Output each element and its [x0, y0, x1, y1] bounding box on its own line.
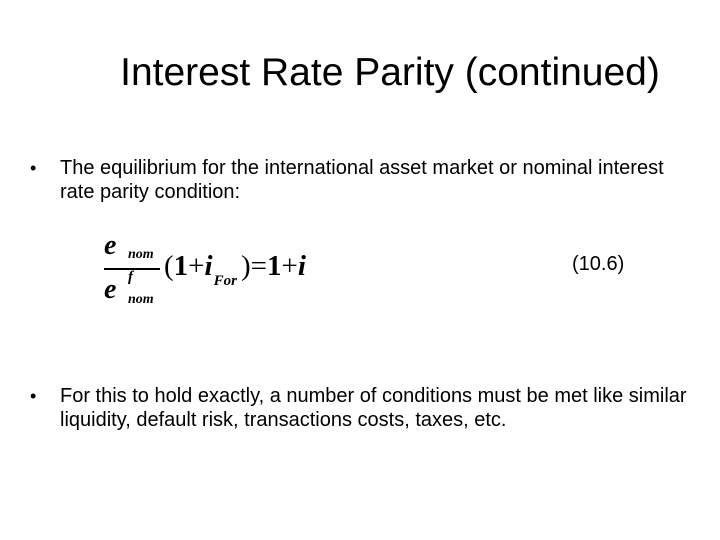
one-term: 1: [266, 250, 282, 282]
plus-sign: +: [281, 250, 298, 282]
open-paren: (: [164, 250, 174, 282]
bullet-item: [30, 156, 690, 208]
slide-title: Interest Rate Parity (continued): [120, 51, 660, 94]
foreign-rate-symbol: i: [204, 250, 213, 282]
close-paren: ): [240, 250, 251, 282]
equals-sign: =: [250, 250, 267, 282]
denominator-superscript: f: [128, 269, 133, 285]
numerator-symbol: e: [104, 230, 117, 261]
numerator-subscript: nom: [128, 247, 154, 262]
one-term: 1: [173, 250, 189, 282]
denominator-subscript: nom: [128, 292, 154, 307]
equation-number: (10.6): [572, 253, 625, 275]
bullet-text: The equilibrium for the international asset market or nominal interest rate parity condition:: [60, 157, 664, 203]
domestic-rate-symbol: i: [297, 250, 306, 282]
exchange-rate-fraction: [104, 230, 166, 308]
bullet-icon: •: [30, 386, 37, 406]
bullet-item: [30, 384, 690, 436]
foreign-subscript: For: [213, 273, 237, 289]
denominator-symbol: e: [104, 274, 117, 305]
bullet-text: For this to hold exactly, a number of conditions must be met like similar liquidity, default risk, transactions costs, taxes, etc.: [60, 385, 687, 431]
equation-body: [164, 250, 306, 287]
bullet-icon: •: [30, 158, 37, 178]
plus-sign: +: [188, 250, 205, 282]
